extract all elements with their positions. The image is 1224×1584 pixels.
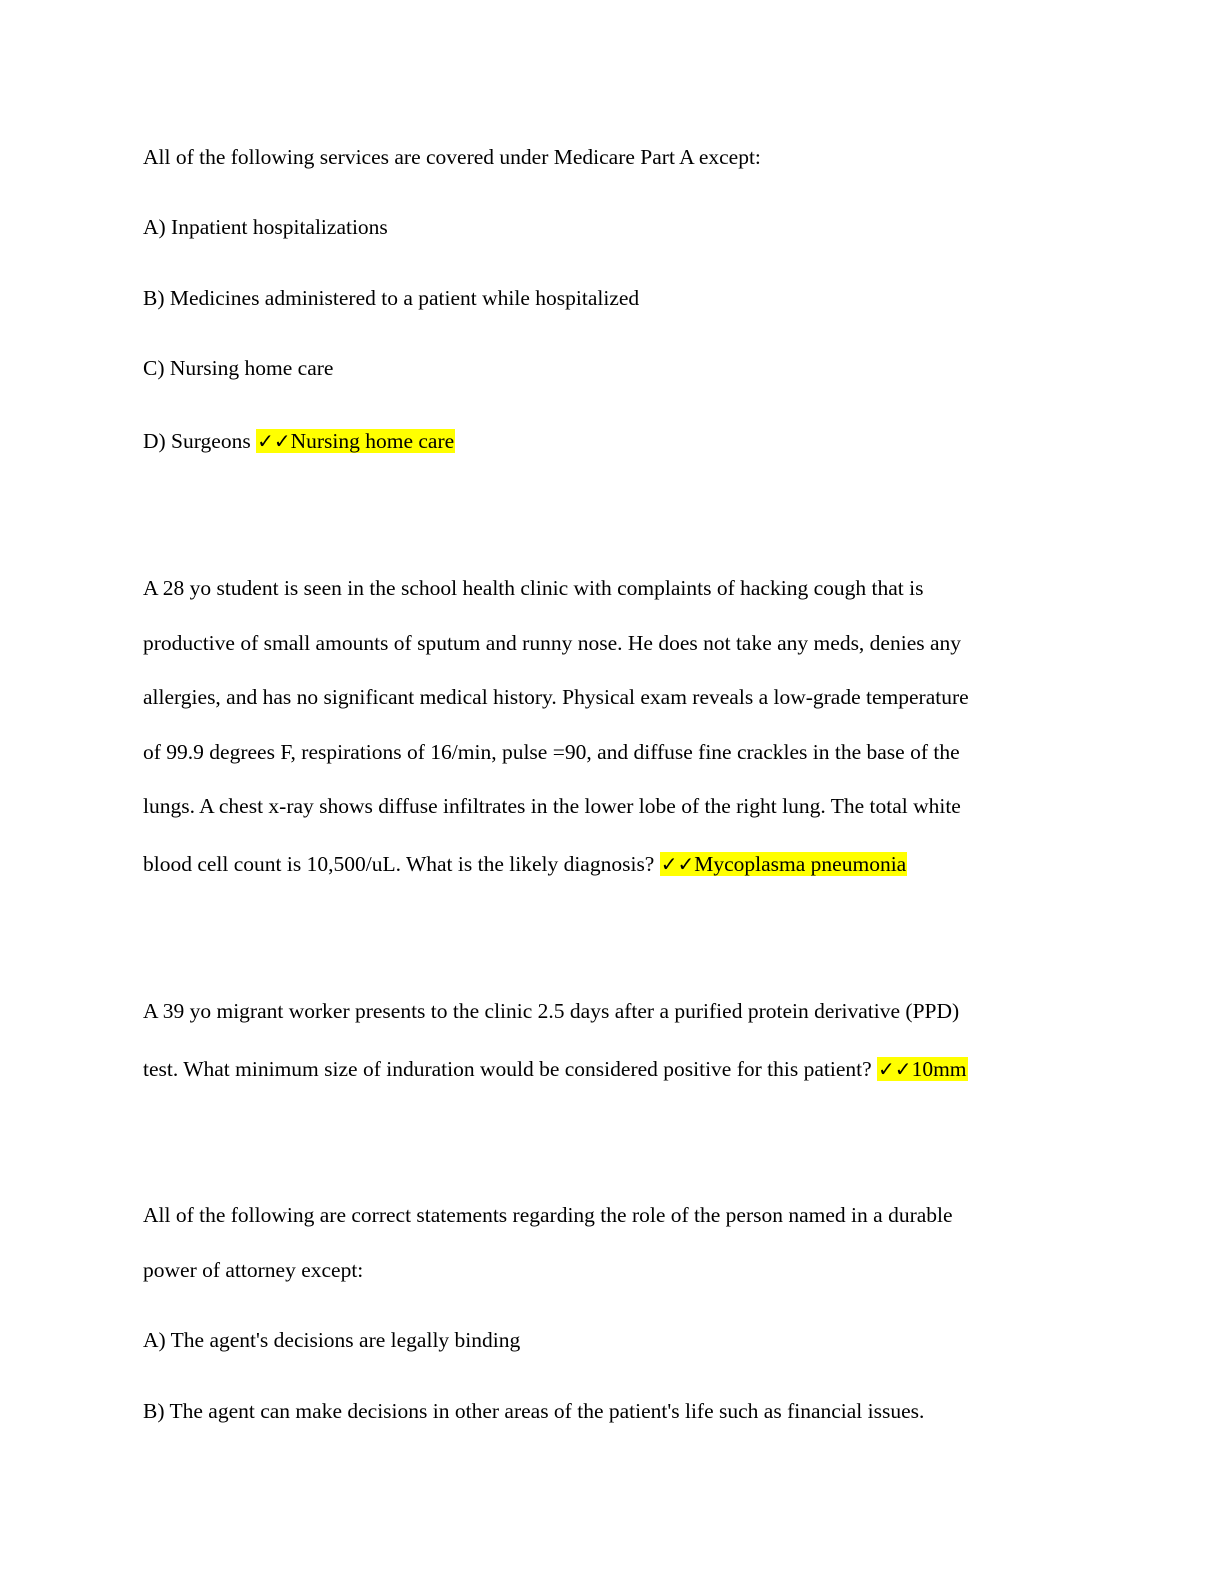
q4-option-b: B) The agent can make decisions in other areas of the patient's life such as financial issues. [143,1399,925,1423]
q1-answer: Nursing home care [290,429,455,453]
q2-question-end: blood cell count is 10,500/uL. What is the likely diagnosis? [143,852,655,876]
q4-option-a: A) The agent's decisions are legally binding [143,1328,521,1352]
q2-line-2: productive of small amounts of sputum and runny nose. He does not take any meds, denies any [143,631,962,655]
q2-line-3: allergies, and has no significant medical history. Physical exam reveals a low-grade temperature [143,685,969,709]
q2-line-6 [143,850,907,878]
q1-answer-highlight [256,429,455,453]
q3-question-end: test. What minimum size of induration would be considered positive for this patient? [143,1057,872,1081]
q3-answer: 10mm [911,1057,967,1081]
double-check-icon: ✓✓ [660,852,695,876]
q3-line-2 [143,1055,968,1083]
q4-line-1: All of the following are correct statements regarding the role of the person named in a durable [143,1203,953,1227]
q2-answer: Mycoplasma pneumonia [694,852,907,876]
q3-answer-highlight [877,1057,967,1081]
q1-option-a: A) Inpatient hospitalizations [143,215,388,239]
q1-option-d-line [143,427,455,455]
q1-option-c: C) Nursing home care [143,356,334,380]
q2-line-4: of 99.9 degrees F, respirations of 16/min, pulse =90, and diffuse fine crackles in the base of the [143,740,960,764]
double-check-icon: ✓✓ [878,1057,912,1081]
q2-answer-highlight [660,852,907,876]
q4-line-2: power of attorney except: [143,1258,364,1282]
q1-option-d: D) Surgeons [143,429,251,453]
q3-line-1: A 39 yo migrant worker presents to the clinic 2.5 days after a purified protein derivative (PPD) [143,999,960,1023]
q2-line-1: A 28 yo student is seen in the school health clinic with complaints of hacking cough that is [143,576,924,600]
q1-option-b: B) Medicines administered to a patient while hospitalized [143,286,640,310]
q1-question: All of the following services are covered under Medicare Part A except: [143,145,761,169]
double-check-icon: ✓✓ [257,429,291,453]
q2-line-5: lungs. A chest x-ray shows diffuse infiltrates in the lower lobe of the right lung. The total white [143,794,961,818]
